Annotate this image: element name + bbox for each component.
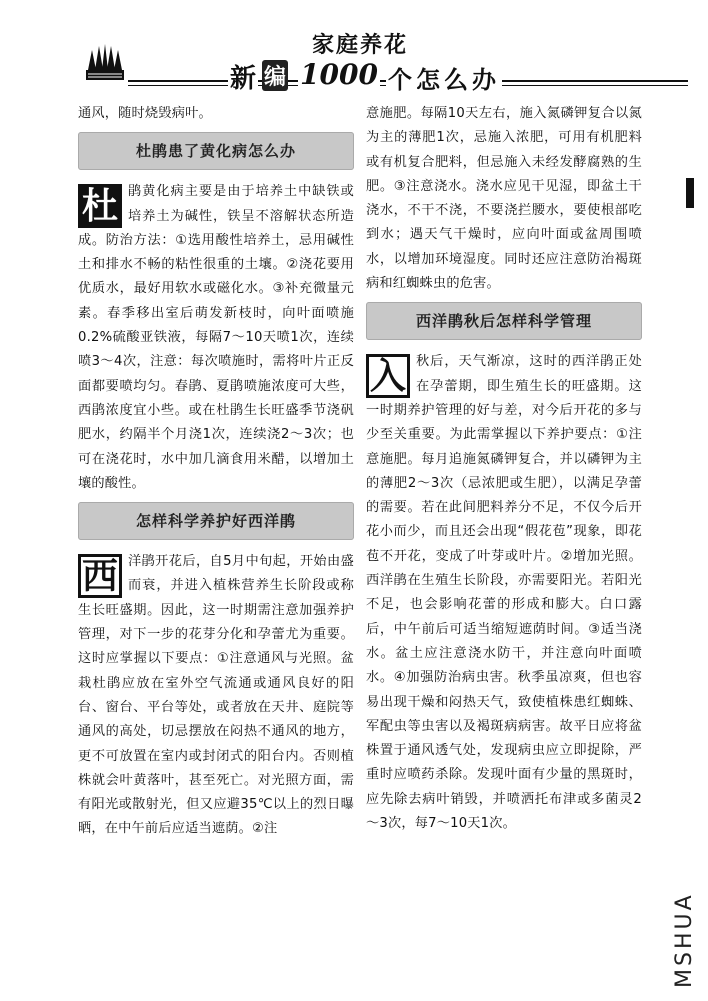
- section-heading-western-azalea-care: 怎样科学养护好西洋鹃: [78, 502, 354, 540]
- section-continuation: 意施肥。每隔10天左右，施入氮磷钾复合以氮为主的薄肥1次，忌施入浓肥，可用有机肥料或有机复合肥料，但忌施入未经发酵腐熟的生肥。③注意浇水。浇水应见干见湿，即盆土干浇水，不干不浇，不要浇拦腰水，要使根部吃到水；遇天气干燥时，应向叶面或盆周围喷水，以增加环境湿度。同时还应注意防治褐斑病和红蜘蛛虫的危害。: [366, 106, 642, 292]
- section-body-azalea-yellowing: [78, 180, 354, 496]
- dropcap: 杜: [78, 184, 122, 228]
- series-title-prefix: 新: [228, 58, 258, 95]
- watermark: MSHUA: [672, 892, 697, 988]
- section-body-western-azalea-care: [78, 550, 354, 842]
- page-edge-marker: [686, 178, 694, 208]
- series-title: [218, 28, 578, 98]
- section-text: 鹃黄化病主要是由于培养土中缺铁或培养土为碱性，铁呈不溶解状态所造成。防治方法：①选用酸性培养土，忌用碱性土和排水不畅的粘性很重的土壤。②浇花要用优质水，最好用软水或磁化水。③补充微量元素。春季移出室后萌发新枝时，向叶面喷施0.2%硫酸亚铁液，每隔7～10天喷1次，连续喷3～4次，注意：每次喷施时，需将叶片正反面都要喷均匀。春鹃、夏鹃喷施浓度可大些，西鹃浓度宜小些。或在杜鹃生长旺盛季节浇矾肥水，约隔半个月浇1次，连续浇2～3次；也可在浇花时，水中加几滴食用米醋，以增加土壤的酸性。: [78, 184, 354, 491]
- right-column: [366, 102, 642, 836]
- section-text: 洋鹃开花后，自5月中旬起，开始由盛而衰，并进入植株营养生长阶段或称生长旺盛期。因此，这一时期需注意加强养护管理，对下一步的花芽分化和孕蕾尤为重要。这时应掌握以下要点：①注意通风与光照。盆栽杜鹃应放在室外空气流通或通风良好的阳台、窗台、平台等处，或者放在天井、庭院等通风的高处，切忌摆放在闷热不通风的地方，更不可放置在室内或封闭式的阳台内。否则植株就会叶黄落叶，甚至死亡。对光照方面，需有阳光或散射光，但又应避35℃以上的烈日曝晒，在中午前后应适当遮荫。②注: [78, 554, 354, 837]
- series-title-badge: 编: [262, 60, 288, 91]
- series-title-top: 家庭养花: [308, 28, 412, 59]
- section-heading-azalea-yellowing: 杜鹃患了黄化病怎么办: [78, 132, 354, 170]
- dropcap: 西: [78, 554, 122, 598]
- crown-logo-icon: [84, 44, 126, 84]
- section-body-autumn-management: [366, 350, 642, 836]
- left-column: [78, 102, 354, 842]
- series-title-number: 1000: [300, 58, 378, 91]
- lead-continuation: 通风，随时烧毁病叶。: [78, 106, 212, 121]
- section-heading-autumn-management: 西洋鹃秋后怎样科学管理: [366, 302, 642, 340]
- section-text: 秋后，天气渐凉，这时的西洋鹃正处在孕蕾期，即生殖生长的旺盛期。这一时期养护管理的好与差，对今后开花的多与少至关重要。为此需掌握以下养护要点：①注意施肥。每月追施氮磷钾复合，并以磷钾为主的薄肥2～3次（忌浓肥或生肥），以满足孕蕾的需要。若在此间肥料养分不足，不仅今后开花小而少，而且还会出现“假花苞”现象，即花苞不开花，变成了叶芽或叶片。②增加光照。西洋鹃在生殖生长阶段，亦需要阳光。若阳光不足，也会影响花蕾的形成和膨大。白口露后，中午前后可适当缩短遮荫时间。③适当浇水。盆土应注意浇水防干，并注意向叶面喷水。④加强防治病虫害。秋季虽凉爽，但也容易出现干燥和闷热天气，致使植株患红蜘蛛、军配虫等虫害以及褐斑病病害。故平日应将盆株置于通风透气处，发现病虫应立即捉除，严重时应喷药杀除。发现叶面有少量的黑斑时，应先除去病叶销毁，并喷洒托布津或多菌灵2～3次，每7～10天1次。: [366, 354, 642, 832]
- dropcap: 入: [366, 354, 410, 398]
- series-title-suffix: 个怎么办: [386, 60, 502, 95]
